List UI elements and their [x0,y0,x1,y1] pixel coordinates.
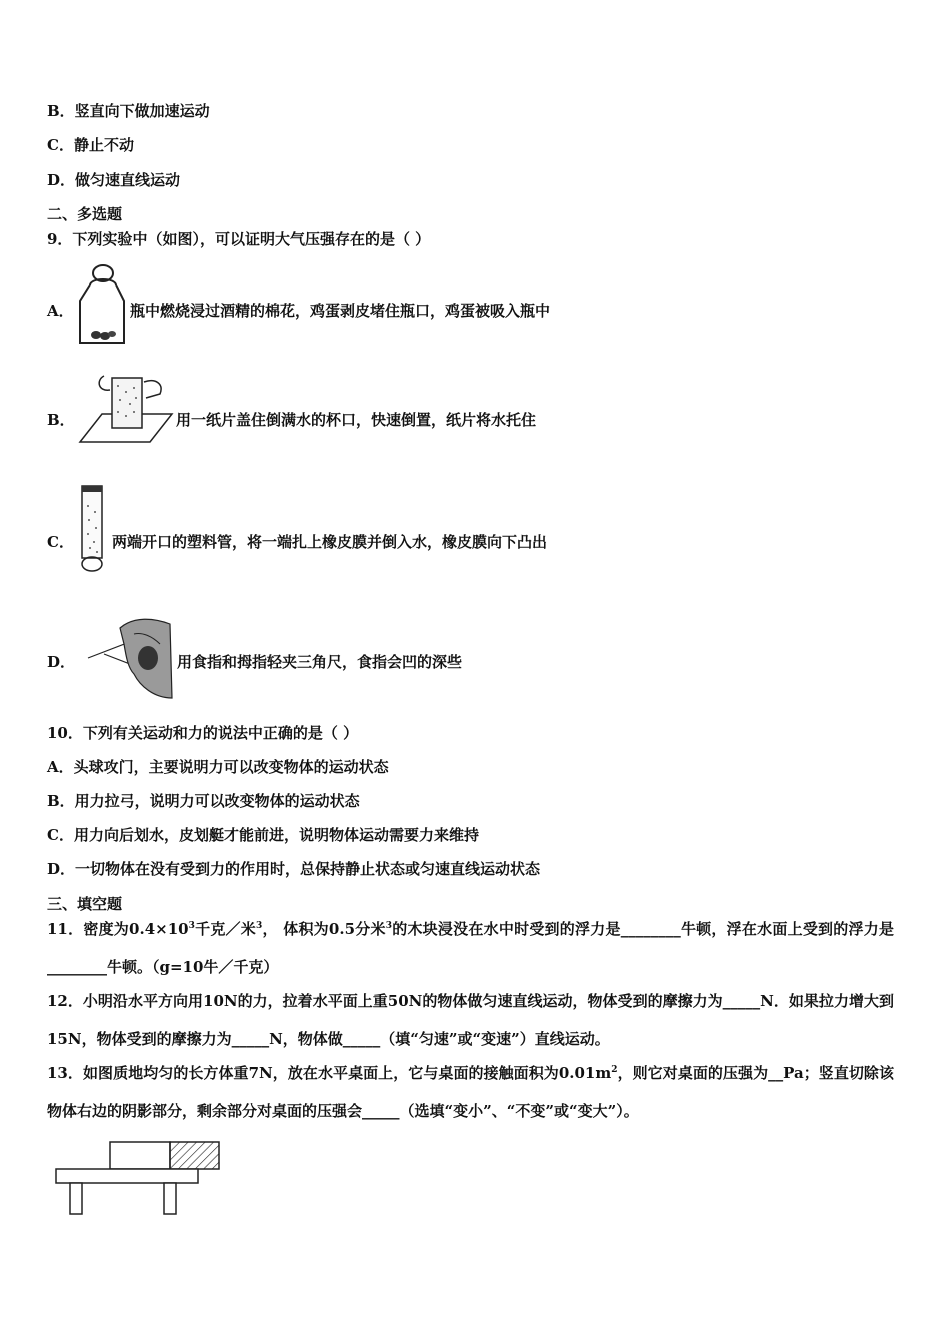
finger-triangle-figure [84,614,174,700]
q9-option-b-text: 用一纸片盖住倒满水的杯口，快速倒置，纸片将水托住 [176,411,537,429]
q9-option-c-text: 两端开口的塑料管，将一端扎上橡皮膜并倒入水，橡皮膜向下凸出 [112,533,548,551]
q10-option-c: C．用力向后划水，皮划艇才能前进，说明物体运动需要力来维持 [47,826,479,844]
q9-option-b-label: B． [47,411,75,429]
q13-text: 13．如图质地均匀的长方体重7N，放在水平桌面上，它与桌面的接触面积为$0.01m^2$，则它对桌面的压强为__Pa；竖直切除该物体右边的阴影部分，剩余部分对桌面的压强会_____（选填“变小”、“不变”或“变大”）。 [47,1064,894,1120]
q9-option-a-label: A． [47,302,74,320]
q12-text: 12．小明沿水平方向用10N的力，拉着水平面上重50N的物体做匀速直线运动，物体受到的摩擦力为_____N．如果拉力增大到15N，物体受到的摩擦力为_____N，物体做_____（填“匀速”或“变速”）直线运动。 [47,992,894,1048]
q10-stem: 10．下列有关运动和力的说法中正确的是（ ） [47,724,359,742]
tube-membrane-figure [78,484,108,574]
q8-option-d: D．做匀速直线运动 [47,171,181,189]
section-heading-fill-in: 三、填空题 [47,895,123,913]
q10-option-d: D．一切物体在没有受到力的作用时，总保持静止状态或匀速直线运动状态 [47,860,541,878]
bottle-egg-figure [76,263,128,348]
q9-option-a-text: 瓶中燃烧浸过酒精的棉花，鸡蛋剥皮堵住瓶口，鸡蛋被吸入瓶中 [130,302,551,320]
cup-paper-figure [76,372,176,446]
q10-option-a: A．头球攻门，主要说明力可以改变物体的运动状态 [47,758,389,776]
q10-option-b: B．用力拉弓，说明力可以改变物体的运动状态 [47,792,360,810]
q9-option-d-label: D． [47,653,76,671]
q9-option-d-text: 用食指和拇指轻夹三角尺，食指会凹的深些 [177,653,463,671]
block-on-table-figure [54,1140,224,1218]
q9-stem: 9．下列实验中（如图），可以证明大气压强存在的是（ ） [47,230,431,248]
q8-option-c: C．静止不动 [47,136,134,154]
section-heading-multiple-choice: 二、多选题 [47,205,123,223]
q11-text: 11．密度为$0.4\times 10^3$千克／米$^3$， 体积为0.5分米$^3$的木块浸没在水中时受到的浮力是________牛顿，浮在水面上受到的浮力是________牛顿。（g=10牛／千克） [47,920,894,976]
q9-option-c-label: C． [47,533,74,551]
q8-option-b: B．竖直向下做加速运动 [47,102,210,120]
